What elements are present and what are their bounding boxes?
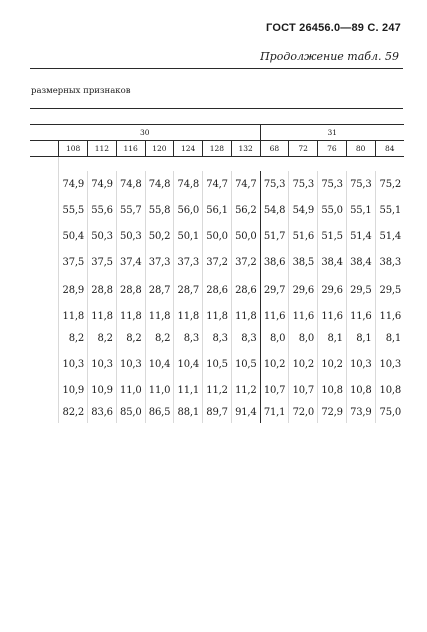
- table-cell: 8,3: [231, 327, 260, 349]
- table-cell: 29,5: [375, 275, 404, 305]
- table-cell: 10,5: [231, 349, 260, 379]
- table-cell: 38,3: [375, 249, 404, 275]
- table-row: [30, 401, 404, 423]
- table-cell: 8,3: [174, 327, 203, 349]
- table-body: [30, 157, 404, 424]
- table-cell: 51,4: [346, 223, 375, 249]
- table-cell: 85,0: [116, 401, 145, 423]
- table-cell: 51,4: [375, 223, 404, 249]
- table-cell: 10,3: [346, 349, 375, 379]
- table-cell: 28,7: [174, 275, 203, 305]
- table-cell: 29,6: [289, 275, 318, 305]
- table-cell: 73,9: [346, 401, 375, 423]
- table-cell: 51,7: [260, 223, 289, 249]
- table-row: [30, 171, 404, 197]
- table-cell: 72,9: [318, 401, 347, 423]
- table-cell: 55,5: [59, 197, 88, 223]
- table-cell: 56,2: [231, 197, 260, 223]
- table-cell: 54,8: [260, 197, 289, 223]
- group-header-30: 30: [30, 125, 260, 141]
- table-cell: 11,6: [289, 305, 318, 327]
- table-cell: 74,8: [116, 171, 145, 197]
- table-cell: 10,3: [88, 349, 117, 379]
- table-cell: 11,8: [203, 305, 232, 327]
- row-lead-cell: [30, 275, 59, 305]
- table-cell: 10,2: [260, 349, 289, 379]
- table-cell: 88,1: [174, 401, 203, 423]
- table-cell: 28,6: [231, 275, 260, 305]
- size-header-cell: [30, 141, 59, 157]
- table-cell: 10,5: [203, 349, 232, 379]
- table-cell: 50,0: [231, 223, 260, 249]
- table-cell: 37,3: [145, 249, 174, 275]
- table-cell: 10,4: [174, 349, 203, 379]
- table-cell: 10,4: [145, 349, 174, 379]
- table-cell: 50,2: [145, 223, 174, 249]
- group-header-row: [30, 125, 404, 141]
- table-cell: 11,2: [203, 379, 232, 401]
- table-cell: 10,8: [375, 379, 404, 401]
- table-cell: 37,2: [203, 249, 232, 275]
- table-cell: 8,2: [59, 327, 88, 349]
- table-cell: 82,2: [59, 401, 88, 423]
- table-cell: 8,2: [88, 327, 117, 349]
- size-header-row: [30, 141, 404, 157]
- table-cell: 29,6: [318, 275, 347, 305]
- table-cell: 11,8: [145, 305, 174, 327]
- row-lead-cell: [30, 171, 59, 197]
- table-cell: 74,8: [174, 171, 203, 197]
- table-cell: 28,8: [88, 275, 117, 305]
- table-cell: 51,6: [289, 223, 318, 249]
- page-header: ГОСТ 26456.0—89 С. 247: [266, 22, 401, 34]
- size-header-cell: 128: [203, 141, 232, 157]
- table-cell: 11,6: [346, 305, 375, 327]
- table-cell: 8,2: [145, 327, 174, 349]
- table-row: [30, 223, 404, 249]
- table-cell: 11,2: [231, 379, 260, 401]
- table-cell: 75,3: [346, 171, 375, 197]
- table-cell: 28,7: [145, 275, 174, 305]
- table-cell: 91,4: [231, 401, 260, 423]
- table-cell: 54,9: [289, 197, 318, 223]
- table-cell: 55,7: [116, 197, 145, 223]
- row-spacer: [30, 157, 404, 172]
- table-cell: 11,8: [116, 305, 145, 327]
- table-cell: 83,6: [88, 401, 117, 423]
- size-header-cell: 116: [116, 141, 145, 157]
- table-cell: 10,7: [260, 379, 289, 401]
- table-cell: 56,1: [203, 197, 232, 223]
- table-cell: 10,3: [375, 349, 404, 379]
- table-cell: 72,0: [289, 401, 318, 423]
- table-cell: 50,4: [59, 223, 88, 249]
- table-cell: 37,2: [231, 249, 260, 275]
- table-cell: 74,7: [231, 171, 260, 197]
- table-cell: 86,5: [145, 401, 174, 423]
- table-cell: 50,3: [88, 223, 117, 249]
- table-cell: 10,3: [116, 349, 145, 379]
- table-cell: 11,0: [116, 379, 145, 401]
- row-lead-cell: [30, 249, 59, 275]
- row-lead-cell: [30, 401, 59, 423]
- size-header-cell: 124: [174, 141, 203, 157]
- top-rule: [30, 68, 403, 69]
- table-cell: 29,5: [346, 275, 375, 305]
- table-cell: 75,0: [375, 401, 404, 423]
- table-cell: 8,1: [375, 327, 404, 349]
- table-cell: 56,0: [174, 197, 203, 223]
- table-cell: 50,3: [116, 223, 145, 249]
- table-cell: 8,0: [260, 327, 289, 349]
- table-cell: 37,4: [116, 249, 145, 275]
- size-header-cell: 120: [145, 141, 174, 157]
- size-header-cell: 108: [59, 141, 88, 157]
- table-cell: 37,5: [59, 249, 88, 275]
- row-lead-cell: [30, 379, 59, 401]
- table-subject-label: размерных признаков: [31, 86, 131, 96]
- table-cell: 71,1: [260, 401, 289, 423]
- size-header-cell: 80: [346, 141, 375, 157]
- table-cell: 11,8: [231, 305, 260, 327]
- size-header-cell: 76: [318, 141, 347, 157]
- header-rule: [30, 108, 403, 109]
- table-cell: 11,8: [59, 305, 88, 327]
- size-header-cell: 72: [289, 141, 318, 157]
- table-cell: 50,1: [174, 223, 203, 249]
- table-cell: 10,8: [346, 379, 375, 401]
- table-cell: 55,1: [346, 197, 375, 223]
- table-cell: 10,8: [318, 379, 347, 401]
- table-continuation-label: Продолжение табл. 59: [260, 50, 399, 63]
- table-cell: 8,1: [318, 327, 347, 349]
- table-cell: 55,8: [145, 197, 174, 223]
- table-cell: 10,3: [59, 349, 88, 379]
- table-cell: 10,9: [59, 379, 88, 401]
- table-cell: 11,0: [145, 379, 174, 401]
- table-cell: 38,6: [260, 249, 289, 275]
- table-cell: 50,0: [203, 223, 232, 249]
- table-cell: 74,7: [203, 171, 232, 197]
- row-lead-cell: [30, 223, 59, 249]
- table-row: [30, 305, 404, 327]
- table-row: [30, 379, 404, 401]
- row-lead-cell: [30, 327, 59, 349]
- table-cell: 37,5: [88, 249, 117, 275]
- table-cell: 10,7: [289, 379, 318, 401]
- size-header-cell: 132: [231, 141, 260, 157]
- table-cell: 28,9: [59, 275, 88, 305]
- table-row: [30, 197, 404, 223]
- table-cell: 28,8: [116, 275, 145, 305]
- table-cell: 74,9: [88, 171, 117, 197]
- table-cell: 8,0: [289, 327, 318, 349]
- table-cell: 75,3: [318, 171, 347, 197]
- table-row: [30, 275, 404, 305]
- table-cell: 89,7: [203, 401, 232, 423]
- table-cell: 75,3: [289, 171, 318, 197]
- table-cell: 38,4: [318, 249, 347, 275]
- table-cell: 38,5: [289, 249, 318, 275]
- table-cell: 8,1: [346, 327, 375, 349]
- table-cell: 74,9: [59, 171, 88, 197]
- table-cell: 55,6: [88, 197, 117, 223]
- table-cell: 55,0: [318, 197, 347, 223]
- table-cell: 51,5: [318, 223, 347, 249]
- table-cell: 11,8: [174, 305, 203, 327]
- table-cell: 75,2: [375, 171, 404, 197]
- size-header-cell: 84: [375, 141, 404, 157]
- table-row: [30, 249, 404, 275]
- size-header-cell: 68: [260, 141, 289, 157]
- table-cell: 55,1: [375, 197, 404, 223]
- table-cell: 75,3: [260, 171, 289, 197]
- measurement-table: [30, 124, 404, 423]
- row-lead-cell: [30, 349, 59, 379]
- table-cell: 11,8: [88, 305, 117, 327]
- row-lead-cell: [30, 305, 59, 327]
- table-cell: 37,3: [174, 249, 203, 275]
- row-lead-cell: [30, 197, 59, 223]
- table-cell: 11,6: [375, 305, 404, 327]
- table-cell: 74,8: [145, 171, 174, 197]
- table-cell: 29,7: [260, 275, 289, 305]
- table-cell: 38,4: [346, 249, 375, 275]
- table-cell: 11,1: [174, 379, 203, 401]
- table-cell: 8,2: [116, 327, 145, 349]
- table-cell: 11,6: [260, 305, 289, 327]
- table-row: [30, 349, 404, 379]
- size-header-cell: 112: [88, 141, 117, 157]
- table-row: [30, 327, 404, 349]
- table-cell: 28,6: [203, 275, 232, 305]
- table-cell: 10,2: [318, 349, 347, 379]
- group-header-31: 31: [260, 125, 404, 141]
- table-cell: 8,3: [203, 327, 232, 349]
- table-cell: 10,2: [289, 349, 318, 379]
- table-cell: 10,9: [88, 379, 117, 401]
- table-cell: 11,6: [318, 305, 347, 327]
